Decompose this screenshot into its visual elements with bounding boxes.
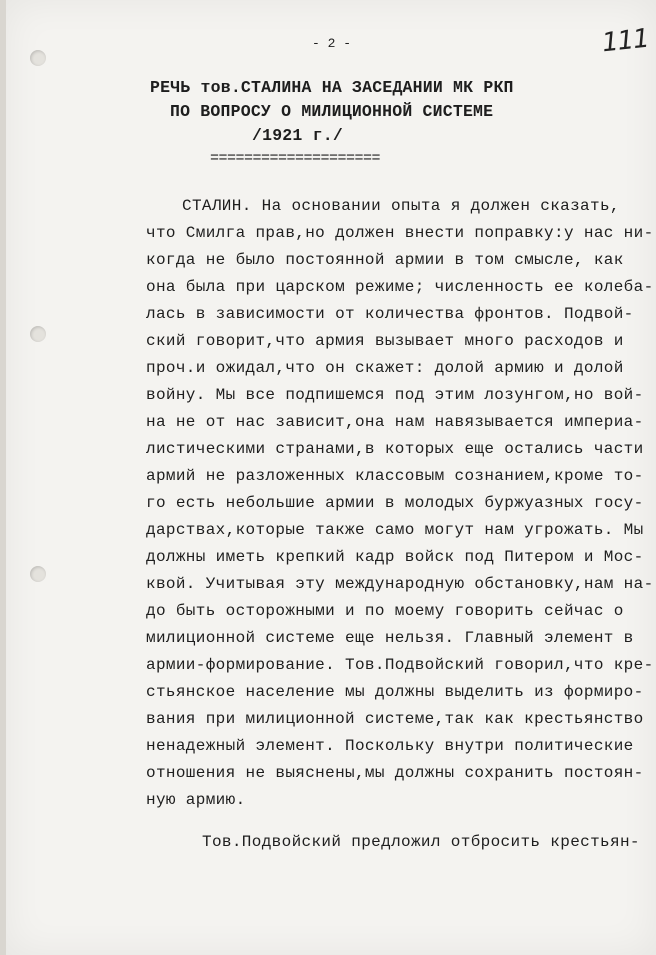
body-line: дарствах,которые также само могут нам угрожать. Мы — [146, 521, 644, 539]
title-line-1: РЕЧЬ тов.СТАЛИНА НА ЗАСЕДАНИИ МК РКП — [150, 78, 514, 97]
body-line: стьянское население мы должны выделить из формиро- — [146, 683, 644, 701]
body-line: когда не было постоянной армии в том смысле, как — [146, 251, 624, 269]
body-line: ненадежный элемент. Поскольку внутри политические — [146, 737, 634, 755]
body-line: лась в зависимости от количества фронтов. Подвой- — [146, 305, 634, 323]
body-line: армий не разложенных классовым сознанием,кроме то- — [146, 467, 644, 485]
body-line: войну. Мы все подпишемся под этим лозунгом,но вой- — [146, 386, 644, 404]
body-line: СТАЛИН. На основании опыта я должен сказать, — [182, 197, 620, 215]
binder-hole — [30, 566, 46, 582]
body-line: милиционной системе еще нельзя. Главный элемент в — [146, 629, 634, 647]
body-line: проч.и ожидал,что он скажет: долой армию и долой — [146, 359, 624, 377]
body-line: Тов.Подвойский предложил отбросить крестьян- — [202, 833, 640, 851]
document-page — [6, 0, 656, 955]
body-line: что Смилга прав,но должен внести поправку:у нас ни- — [146, 224, 654, 242]
body-line: ную армию. — [146, 791, 246, 809]
binder-hole — [30, 50, 46, 66]
page-number: - 2 - — [312, 36, 352, 51]
body-line: должны иметь крепкий кадр войск под Питером и Мос- — [146, 548, 644, 566]
body-line: ский говорит,что армия вызывает много расходов и — [146, 332, 624, 350]
title-line-2: ПО ВОПРОСУ О МИЛИЦИОННОЙ СИСТЕМЕ — [170, 102, 494, 121]
title-underline: ==================== — [210, 150, 381, 167]
body-line: она была при царском режиме; численность ее колеба- — [146, 278, 654, 296]
body-line: армии-формирование. Тов.Подвойский говорил,что кре- — [146, 656, 654, 674]
body-line: на не от нас зависит,она нам навязывается империа- — [146, 413, 644, 431]
body-line: листическими странами,в которых еще остались части — [146, 440, 644, 458]
body-line: вания при милиционной системе,так как крестьянство — [146, 710, 644, 728]
title-date: /1921 г./ — [252, 126, 343, 145]
body-line: го есть небольшие армии в молодых буржуазных госу- — [146, 494, 644, 512]
folio-number: 111 — [600, 23, 651, 59]
binder-hole — [30, 326, 46, 342]
body-line: квой. Учитывая эту международную обстановку,нам на- — [146, 575, 654, 593]
body-line: до быть осторожными и по моему говорить сейчас о — [146, 602, 624, 620]
body-line: отношения не выяснены,мы должны сохранить постоян- — [146, 764, 644, 782]
